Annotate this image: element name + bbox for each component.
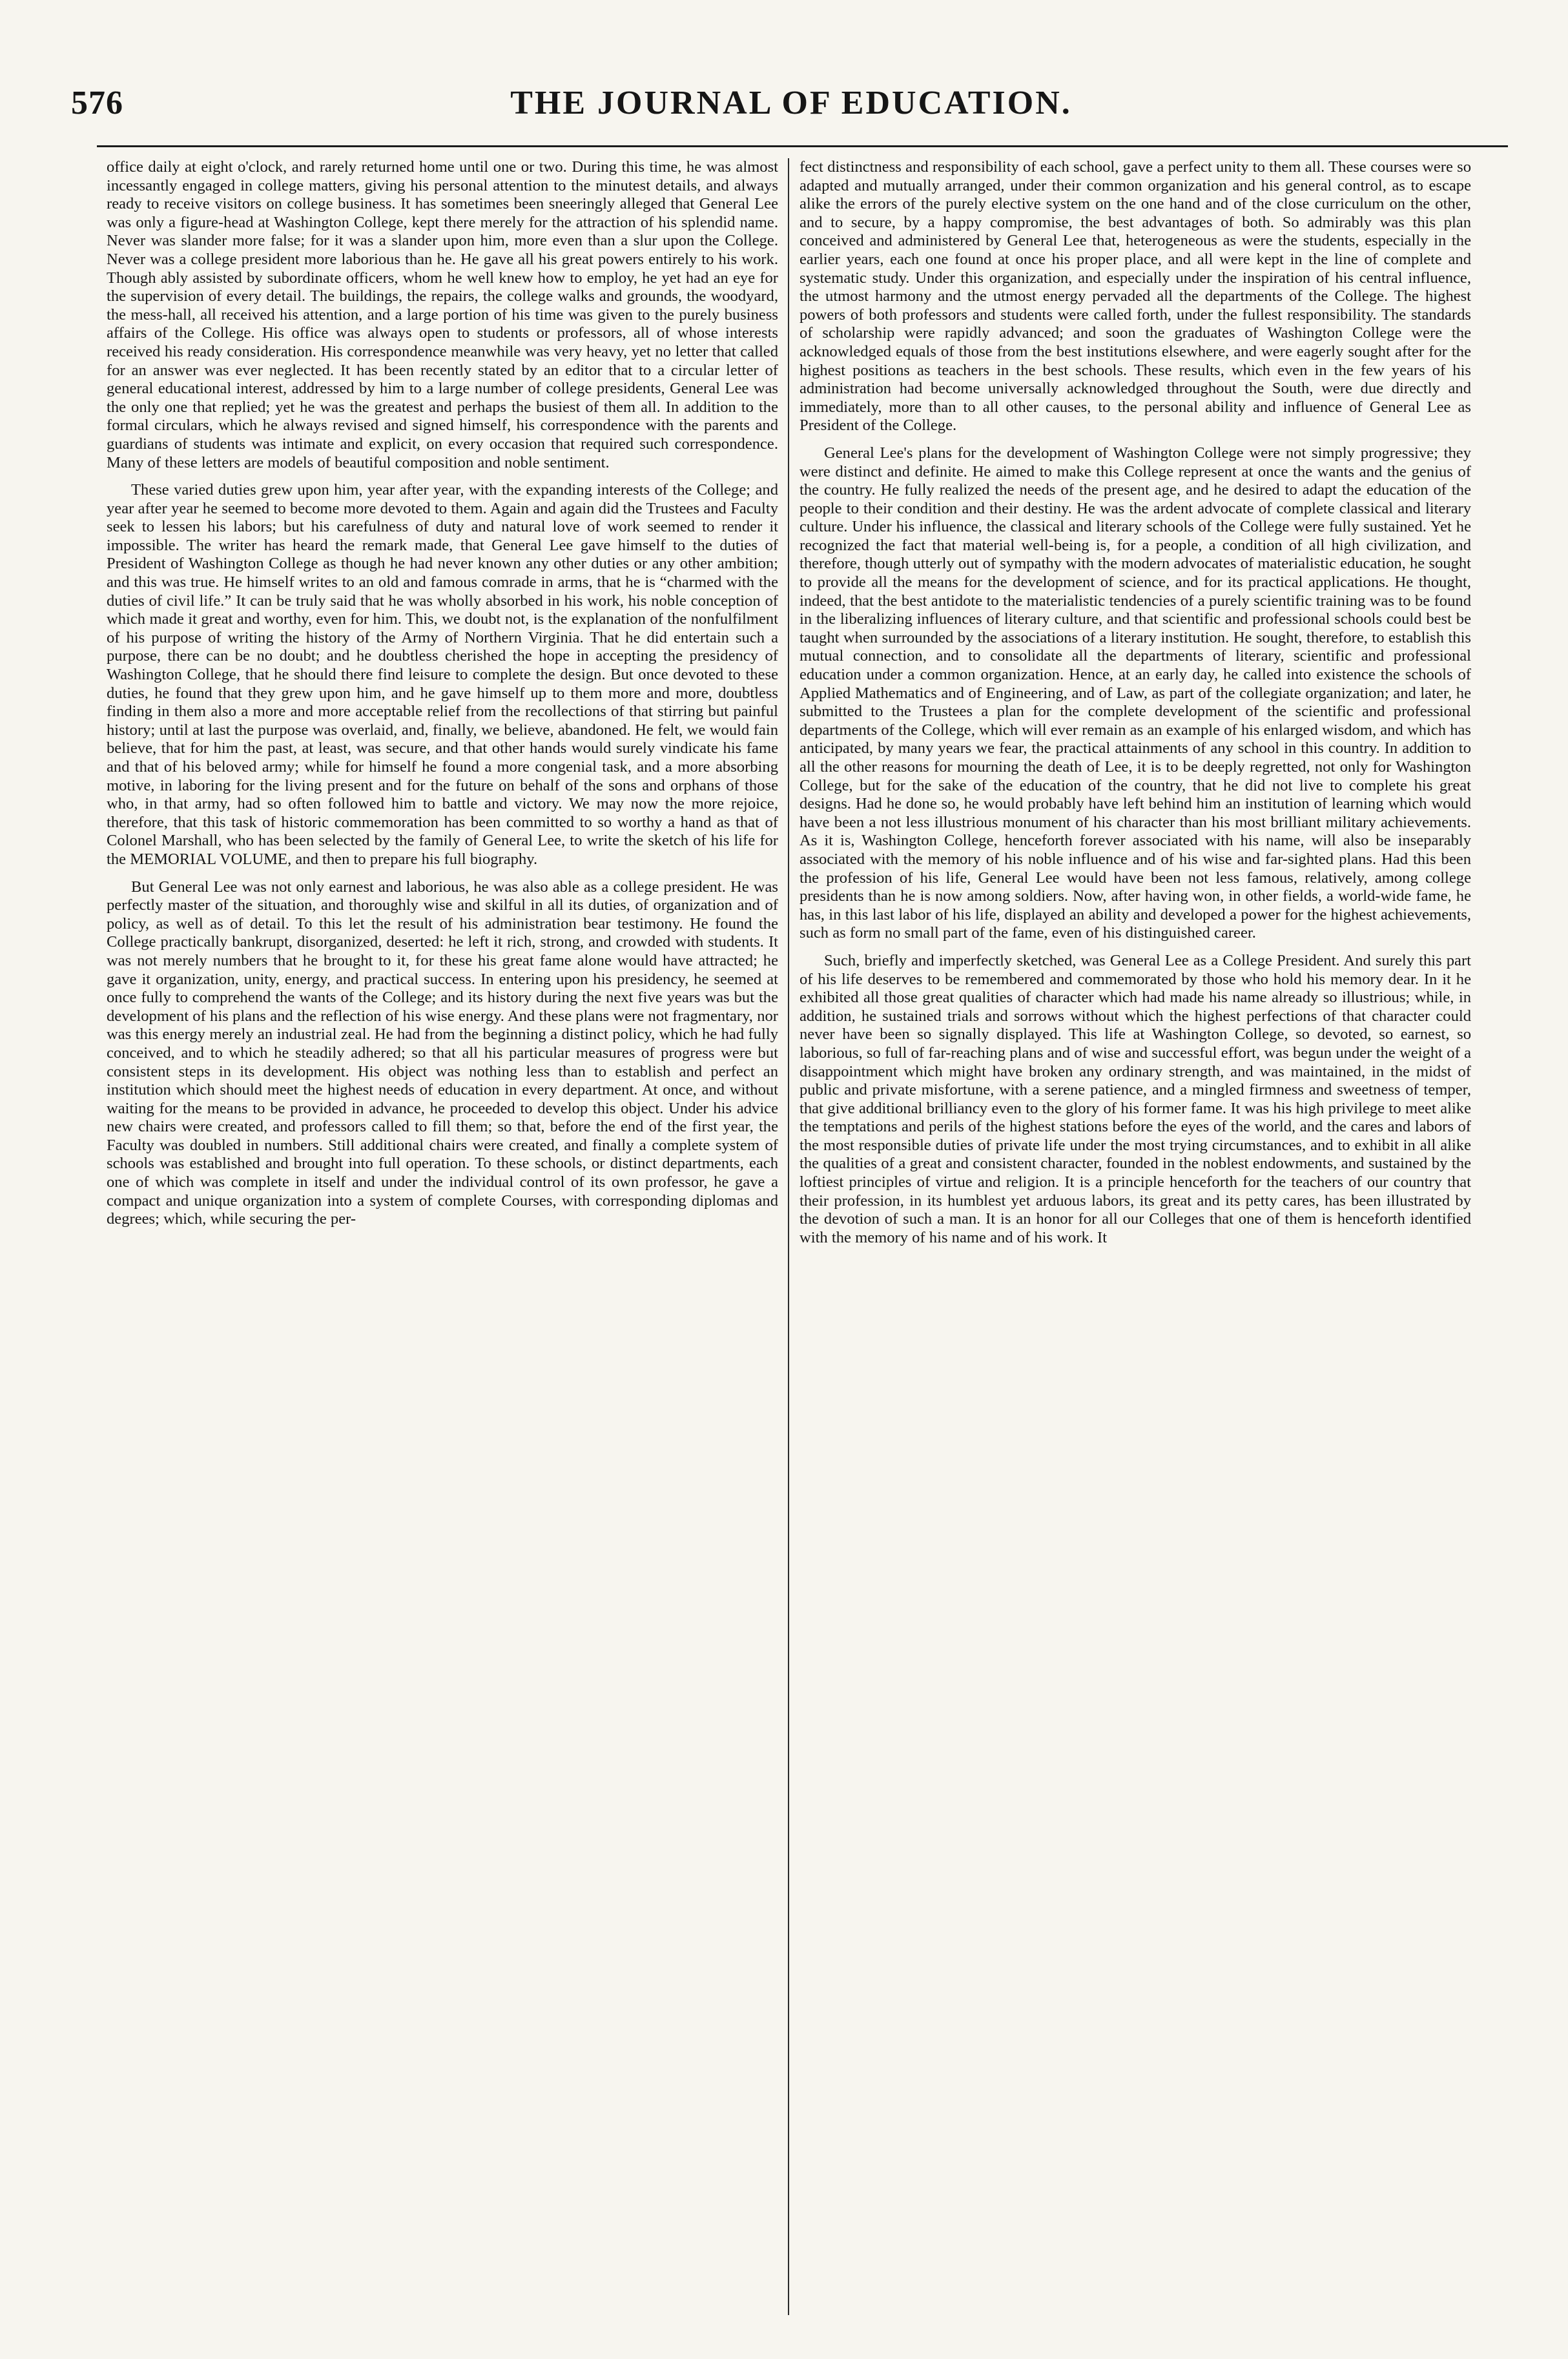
running-title: THE JOURNAL OF EDUCATION. (510, 85, 1072, 121)
left-paragraph-1: office daily at eight o'clock, and rarely returned home until one or two. During this time, he was almost incessantly engaged in college matters, giving his personal attention to the minutest details, and always ready to receive visitors on college business. It has sometimes been sneeringly alleged that General Lee was only a figure-head at Washington College, kept there merely for the attraction of his splendid name. Never was slander more false; for it was a slander upon him, more even than a slur upon the College. Never was a college president more laborious than he. He gave all his great powers entirely to his work. Though ably assisted by subordinate officers, whom he well knew how to employ, he yet had an eye for the supervision of every detail. The buildings, the repairs, the college walks and grounds, the woodyard, the mess-hall, all received his attention, and a large portion of his time was given to the purely business affairs of the College. His office was always open to students or professors, all of whose interests received his ready consideration. His correspondence meanwhile was very heavy, yet no letter that called for an answer was ever neglected. It has been recently stated by an editor that to a circular letter of general educational interest, addressed by him to a large number of college presidents, General Lee was the only one that replied; yet he was the greatest and perhaps the busiest of them all. In addition to the formal circulars, which he always revised and signed himself, his correspondence with the parents and guardians of students was intimate and explicit, on every occasion that required such correspondence. Many of these letters are models of beautiful composition and noble sentiment. (107, 158, 778, 471)
left-paragraph-3: But General Lee was not only earnest and laborious, he was also able as a college president. He was perfectly master of the situation, and thoroughly wise and skilful in all its duties, of organization and of policy, as well as of detail. To this let the result of his administration bear testimony. He found the College practically bankrupt, disorganized, deserted: he left it rich, strong, and crowded with students. It was not merely numbers that he brought to it, for these his great fame alone would have attracted; he gave it organization, unity, energy, and practical success. In entering upon his presidency, he seemed at once fully to comprehend the wants of the College; and its history during the next five years was but the development of his plans and the reflection of his wise energy. And these plans were not fragmentary, nor was this energy merely an industrial zeal. He had from the beginning a distinct policy, which he had fully conceived, and to which he steadily adhered; so that all his particular measures of progress were but consistent steps in its development. His object was nothing less than to establish and perfect an institution which should meet the highest needs of education in every department. At once, and without waiting for the means to be provided in advance, he proceeded to develop this object. Under his advice new chairs were created, and professors called to fill them; so that, before the end of the first year, the Faculty was doubled in numbers. Still additional chairs were created, and finally a complete system of schools was established and brought into full operation. To these schools, or distinct departments, each one of which was complete in itself and under the individual control of its own professor, he gave a compact and unique organization into a system of complete Courses, with corresponding diplomas and degrees; which, while securing the per- (107, 878, 778, 1228)
page-header (71, 84, 1511, 136)
left-column (107, 158, 778, 2315)
right-paragraph-3: Such, briefly and imperfectly sketched, was General Lee as a College President. And surely this part of his life deserves to be remembered and commemorated by those who hold his memory dear. In it he exhibited all those great qualities of character which had made his name already so illustrious; while, in addition, he sustained trials and sorrows without which the highest perfections of that character could never have been so signally displayed. This life at Washington College, so devoted, so earnest, so laborious, so full of far-reaching plans and of wise and successful effort, was begun under the weight of a disappointment which might have broken any ordinary strength, and was maintained, in the midst of public and private misfortune, with a serene patience, and a mingled firmness and sweetness of temper, that give additional brilliancy even to the glory of his former fame. It was his high privilege to meet alike the temptations and perils of the highest stations before the eyes of the world, and the cares and labors of the most responsible duties of private life under the most trying circumstances, and to exhibit in all alike the qualities of a great and consistent character, founded in the noblest endowments, and sustained by the loftiest principles of virtue and religion. It is a principle henceforth for the teachers of our country that their profession, in its humblest yet arduous labors, its great and its petty cares, has been illustrated by the devotion of such a man. It is an honor for all our Colleges that one of them is henceforth identified with the memory of his name and of his work. It (799, 951, 1471, 1246)
left-paragraph-2: These varied duties grew upon him, year after year, with the expanding interests of the College; and year after year he seemed to become more devoted to them. Again and again did the Trustees and Faculty seek to lessen his labors; but his carefulness of duty and natural love of work seemed to render it impossible. The writer has heard the remark made, that General Lee gave himself to the duties of President of Washington College as though he had never known any other duties or any other ambition; and this was true. He himself writes to an old and famous comrade in arms, that he is “charmed with the duties of civil life.” It can be truly said that he was wholly absorbed in his work, his noble conception of which made it great and worthy, even for him. This, we doubt not, is the explanation of the nonfulfilment of his purpose of writing the history of the Army of Northern Virginia. That he did entertain such a purpose, there can be no doubt; and he doubtless cherished the hope in accepting the presidency of Washington College, that he should there find leisure to complete the design. But once devoted to these duties, he found that they grew upon him, and he gave himself up to them more and more, doubtless finding in them also a more and more acceptable relief from the recollections of that stirring but painful history; until at last the purpose was overlaid, and, finally, we believe, abandoned. He felt, we would fain believe, that for him the past, at least, was secure, and that other hands would surely vindicate his fame and that of his beloved army; while for himself he found a more congenial task, and a more absorbing motive, in laboring for the living present and for the future on behalf of the sons and orphans of those who, in that army, had so often followed him to battle and victory. We may now the more rejoice, therefore, that this task of historic commemoration has been committed to so worthy a hand as that of Colonel Marshall, who has been selected by the family of General Lee, to write the sketch of his life for the MEMORIAL VOLUME, and then to prepare his full biography. (107, 481, 778, 868)
right-column (799, 158, 1471, 2315)
right-paragraph-1: fect distinctness and responsibility of each school, gave a perfect unity to them all. These courses were so adapted and mutually arranged, under their common organization and his general control, as to escape alike the errors of the purely elective system on the one hand and of the close curriculum on the other, and to secure, by a happy compromise, the best advantages of both. So admirably was this plan conceived and administered by General Lee that, heterogeneous as were the students, especially in the earlier years, each one found at once his proper place, and all were kept in the line of complete and systematic study. Under this organization, and especially under the inspiration of his central influence, the utmost harmony and the utmost energy pervaded all the departments of the College. The highest powers of both professors and students were called forth, under the fullest responsibility. The standards of scholarship were rapidly advanced; and soon the graduates of Washington College were the acknowledged equals of those from the best institutions elsewhere, and were eagerly sought after for the highest positions as teachers in the best schools. These results, which even in the few years of his administration had become universally acknowledged throughout the South, were due directly and immediately, more than to all other causes, to the personal ability and influence of General Lee as President of the College. (799, 158, 1471, 435)
page-number: 576 (71, 85, 123, 121)
right-paragraph-2: General Lee's plans for the development of Washington College were not simply progressive; they were distinct and definite. He aimed to make this College represent at once the wants and the genius of the country. He fully realized the needs of the present age, and he desired to adapt the education of the people to their condition and their destiny. He was the ardent advocate of complete classical and literary culture. Under his influence, the classical and literary schools of the College were fully sustained. Yet he recognized the fact that material well-being is, for a people, a condition of all high civilization, and therefore, though utterly out of sympathy with the modern advocates of materialistic education, he sought to provide all the means for the development of science, and for its practical applications. He thought, indeed, that the best antidote to the materialistic tendencies of a purely scientific training was to be found in the liberalizing influences of literary culture, and that scientific and professional schools could best be taught when surrounded by the associations of a literary institution. He sought, therefore, to establish this mutual connection, and to consolidate all the departments of literary, scientific and professional education under a common organization. Hence, at an early day, he called into existence the schools of Applied Mathematics and of Engineering, and of Law, as part of the collegiate organization; and later, he submitted to the Trustees a plan for the complete development of the scientific and professional departments of the College, which will ever remain as an example of his enlarged wisdom, and which has anticipated, by many years we fear, the practical attainments of any school in this country. In addition to all the other reasons for mourning the death of Lee, it is to be deeply regretted, not only for Washington College, but for the sake of the education of the country, that he did not live to complete his great designs. Had he done so, he would probably have left behind him an institution of learning which would have been a not less illustrious monument of his character than his most brilliant military achievements. As it is, Washington College, henceforth forever associated with his name, will also be inseparably associated with the memory of his noble influence and of his wise and far-sighted plans. Had this been the profession of his life, General Lee would have been not less famous, relatively, among college presidents than he is now among soldiers. Now, after having won, in other fields, a world-wide fame, he has, in this last labor of his life, displayed an ability and developed a power for the highest achievements, such as form no small part of the fame, even of his distinguished career. (799, 444, 1471, 942)
header-rule (97, 145, 1508, 147)
column-divider (788, 158, 789, 2315)
